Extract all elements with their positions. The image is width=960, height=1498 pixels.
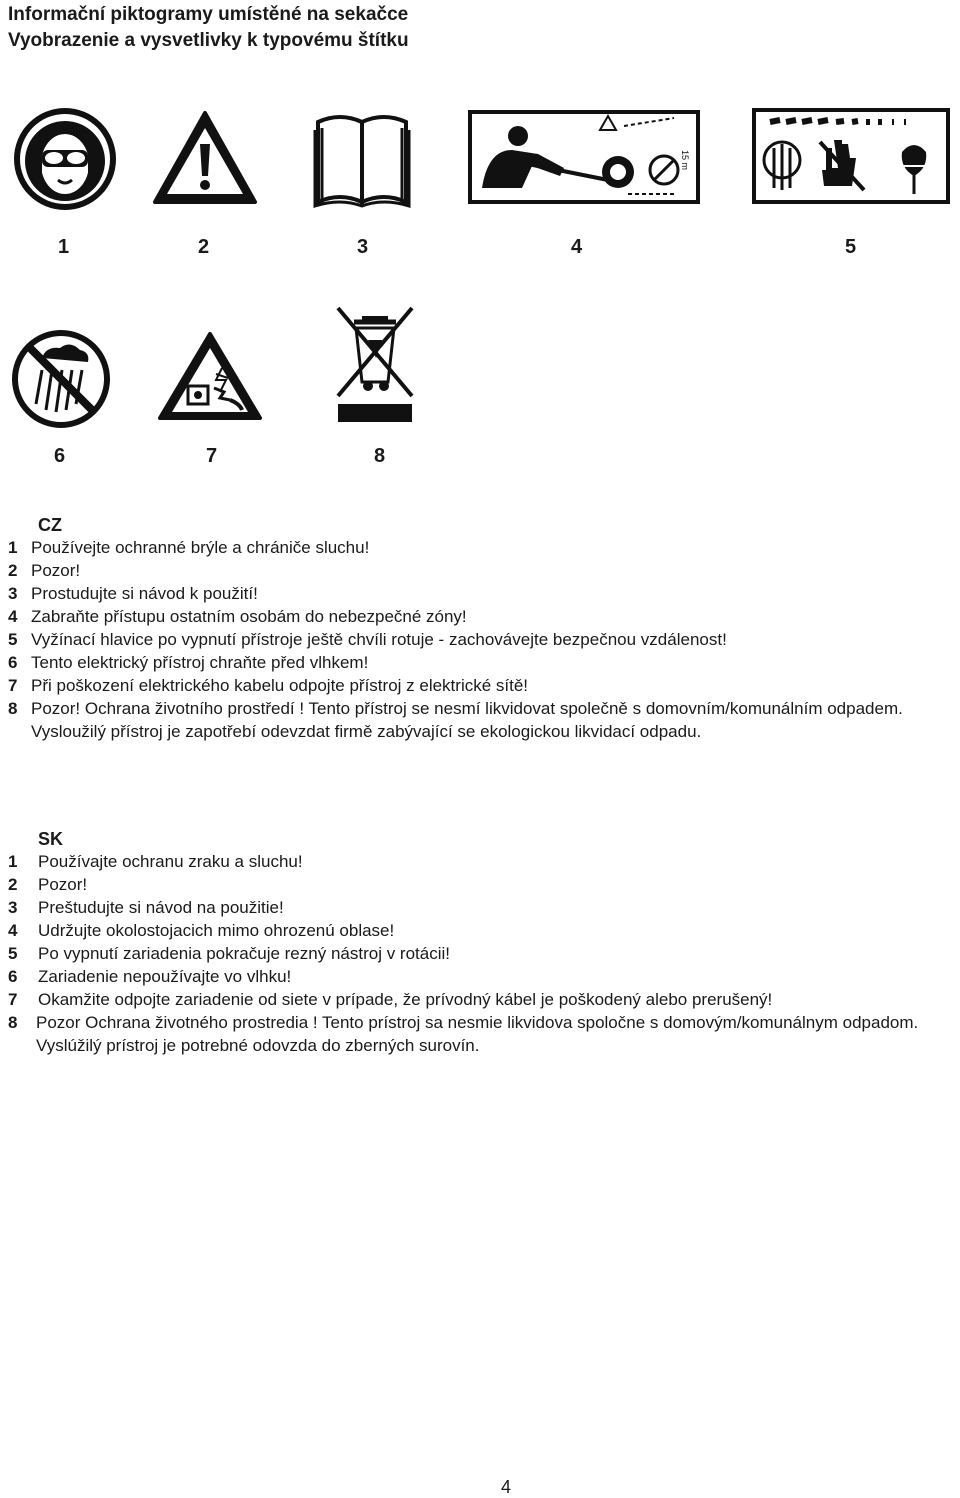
no-rain-icon: [12, 330, 110, 428]
list-item: 8 Pozor Ochrana životného prostredia ! Tento prístroj sa nesmie likvidova spoločne s domovým/komunálnym odpadom. Vyslúžilý prístroj je potrebné odovzda do zberných surovín.: [8, 1013, 919, 1055]
list-item: 5 Vyžínací hlavice po vypnutí přístroje ještě chvíli rotuje - zachovávejte bezpečnou vzdálenost!: [8, 630, 727, 649]
sk-heading: SK: [38, 829, 64, 849]
list-item: 6 Zariadenie nepoužívajte vo vlhku!: [8, 967, 292, 986]
pictogram-number-4: 4: [571, 236, 583, 258]
warning-triangle-icon: [152, 110, 258, 206]
page-title: Informační piktogramy umístěné na sekačce: [8, 4, 409, 25]
list-item: 7 Okamžite odpojte zariadenie od siete v prípade, že prívodný kábel je poškodený alebo prerušený!: [8, 990, 773, 1009]
list-item: 2 Pozor!: [8, 561, 81, 580]
list-item: 7 Při poškození elektrického kabelu odpojte přístroj z elektrické sítě!: [8, 676, 529, 695]
list-item: 5 Po vypnutí zariadenia pokračuje rezný nástroj v rotácii!: [8, 944, 450, 963]
list-item: 1 Používajte ochranu zraku a sluchu!: [8, 852, 303, 871]
pictogram-number-5: 5: [845, 236, 857, 258]
open-manual-icon: [312, 108, 412, 208]
distance-label: 15 m: [680, 150, 690, 171]
pictogram-number-8: 8: [374, 445, 386, 467]
cz-heading: CZ: [38, 515, 62, 535]
list-item: 3 Preštudujte si návod na použitie!: [8, 898, 284, 917]
list-item: 4 Zabraňte přístupu ostatním osobám do nebezpečné zóny!: [8, 607, 467, 626]
list-item: 6 Tento elektrický přístroj chraňte před vlhkem!: [8, 653, 369, 672]
rotating-cutter-hazard-icon: [752, 108, 950, 204]
list-item: 8 Pozor! Ochrana životního prostředí ! Tento přístroj se nesmí likvidovat společně s domovním/komunálním odpadem. Vysloužilý přístroj je zapotřebí odevzdat firmě zabývající se ekologickou likvidací odpadu.: [8, 699, 903, 741]
goggles-ear-protection-icon: [12, 106, 118, 212]
pictogram-number-7: 7: [206, 445, 218, 467]
pictogram-number-2: 2: [198, 236, 210, 258]
cz-legend-list: [8, 536, 928, 743]
pictogram-number-1: 1: [58, 236, 70, 258]
page-number: 4: [500, 1477, 511, 1497]
list-item: 4 Udržujte okolostojacich mimo ohrozenú oblase!: [8, 921, 395, 940]
unplug-damaged-cable-icon: [156, 330, 264, 422]
sk-legend-list: [8, 850, 958, 1057]
crossed-out-wheelie-bin-icon: [332, 300, 418, 424]
list-item: 2 Pozor!: [8, 875, 88, 894]
list-item: 3 Prostudujte si návod k použití!: [8, 584, 258, 603]
pictogram-number-3: 3: [357, 236, 369, 258]
bystander-distance-15m-icon: [468, 110, 700, 204]
pictogram-number-6: 6: [54, 445, 66, 467]
page-subtitle: Vyobrazenie a vysvetlivky k typovému štítku: [8, 30, 409, 51]
list-item: 1 Používejte ochranné brýle a chrániče sluchu!: [8, 538, 370, 557]
